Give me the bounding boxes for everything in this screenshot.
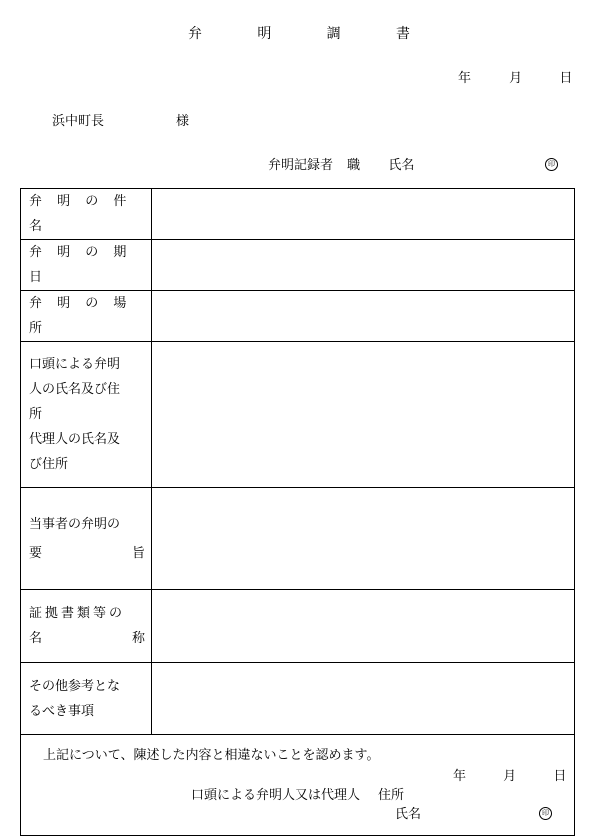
recorder-post: 職 — [347, 158, 361, 173]
label-line: 代理人の氏名及 — [29, 432, 121, 447]
label-char: 名 — [29, 631, 43, 646]
label-line: 人の氏名及び住 — [29, 382, 121, 397]
label-line: 所 — [29, 407, 43, 422]
confirmation-text: 上記について、陳述した内容と相違ないことを認めます。 — [43, 748, 380, 763]
field-summary[interactable] — [152, 488, 575, 590]
label-line: び住所 — [29, 457, 69, 472]
footer-date — [453, 770, 566, 783]
label-other — [21, 663, 152, 735]
label-line: 当事者の弁明の — [29, 516, 121, 532]
representative-label: 口頭による弁明人又は代理人 — [191, 788, 361, 803]
label-line — [29, 541, 145, 566]
label-char: 称 — [131, 631, 145, 646]
title-char: 書 — [395, 26, 410, 42]
addressee-name: 浜中町長 — [52, 114, 105, 129]
date-month: 月 — [509, 71, 523, 86]
field-date[interactable] — [152, 240, 575, 291]
recorder-line — [268, 159, 414, 172]
recorder-name: 氏名 — [388, 158, 415, 173]
title-char: 調 — [326, 26, 341, 42]
confirmation-section — [21, 735, 575, 836]
document-title — [188, 27, 410, 41]
label-case-name: 弁 明 の 件 名 — [21, 189, 152, 240]
date-year: 年 — [453, 769, 467, 784]
label-speaker — [21, 342, 152, 488]
label-summary — [21, 488, 152, 590]
field-case-name[interactable] — [152, 189, 575, 240]
label-line: るべき事項 — [29, 703, 95, 719]
label-evidence — [21, 590, 152, 663]
label-place: 弁 明 の 場 所 — [21, 291, 152, 342]
field-evidence[interactable] — [152, 590, 575, 663]
field-place[interactable] — [152, 291, 575, 342]
title-char: 弁 — [188, 26, 202, 42]
label-line: 口頭による弁明 — [29, 357, 121, 372]
label-char: 要 — [29, 545, 43, 561]
header-date — [458, 72, 572, 85]
label-line — [29, 626, 145, 651]
date-day: 日 — [559, 71, 573, 86]
label-char: 旨 — [131, 545, 145, 561]
addressee — [52, 115, 189, 128]
field-speaker[interactable] — [152, 342, 575, 488]
date-month: 月 — [503, 769, 517, 784]
footer-name-label: 氏名 — [395, 807, 422, 822]
form-table — [20, 188, 575, 836]
label-line: 証拠書類等の — [29, 606, 126, 621]
address-label: 住所 — [378, 788, 405, 803]
field-other[interactable] — [152, 663, 575, 735]
seal-icon: 印 — [545, 158, 558, 171]
label-line: その他参考とな — [29, 678, 121, 694]
date-year: 年 — [458, 71, 472, 86]
seal-icon: 印 — [539, 807, 552, 820]
label-date: 弁 明 の 期 日 — [21, 240, 152, 291]
recorder-label: 弁明記録者 — [268, 158, 334, 173]
honorific: 様 — [176, 114, 190, 129]
title-char: 明 — [257, 26, 272, 42]
date-day: 日 — [553, 769, 567, 784]
